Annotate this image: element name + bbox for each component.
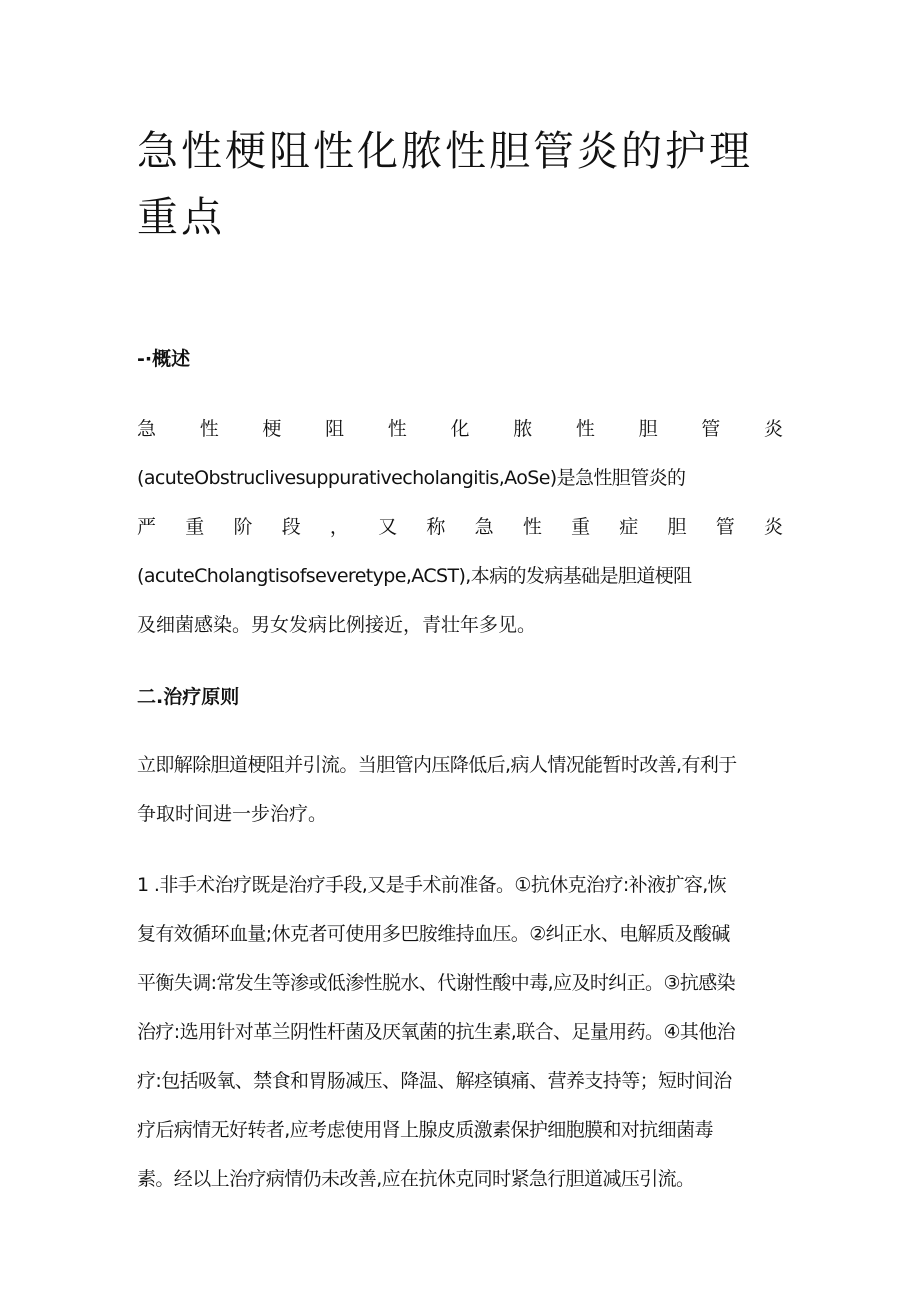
paragraph-line: 平衡失调:常发生等渗或低渗性脱水、代谢性酸中毒,应及时纠正。③抗感染 xyxy=(137,972,736,994)
treatment-intro-paragraph xyxy=(137,741,783,839)
paragraph-line: (acuteCholangtisofseveretype,ACST),本病的发病基础是胆道梗阻 xyxy=(137,565,692,587)
paragraph-line: 治疗:选用针对革兰阴性杆菌及厌氧菌的抗生素,联合、足量用药。④其他治 xyxy=(137,1021,736,1043)
paragraph-line: 疗:包括吸氧、禁食和胃肠减压、降温、解痉镇痛、营养支持等；短时间治 xyxy=(137,1070,732,1092)
paragraph-line: 1 .非手术治疗既是治疗手段,又是手术前准备。①抗休克治疗:补液扩容,恢 xyxy=(137,874,727,896)
paragraph-line: 及细菌感染。男女发病比例接近，青壮年多见。 xyxy=(137,614,537,636)
section-heading-treatment: 二.治疗原则 xyxy=(137,686,240,708)
non-surgical-treatment-paragraph xyxy=(137,861,783,1204)
document-title: 急性梗阻性化脓性胆管炎的护理重点 xyxy=(137,127,753,241)
paragraph-line: 素。经以上治疗病情仍未改善,应在抗休克同时紧急行胆道减压引流。 xyxy=(137,1168,695,1190)
overview-paragraph xyxy=(137,405,783,650)
paragraph-line: 疗后病情无好转者,应考虑使用肾上腺皮质激素保护细胞膜和对抗细菌毒 xyxy=(137,1119,713,1141)
paragraph-line: 急 性 梗 阻 性 化 脓 性 胆 管 炎 xyxy=(137,418,783,440)
paragraph-line: 争取时间进一步治疗。 xyxy=(137,803,328,825)
paragraph-line: 严 重 阶 段 ， 又 称 急 性 重 症 胆 管 炎 xyxy=(137,516,783,538)
section-heading-overview: -·概述 xyxy=(137,348,191,370)
paragraph-line: 复有效循环血量;休克者可使用多巴胺维持血压。②纠正水、电解质及酸碱 xyxy=(137,923,730,945)
paragraph-line: (acuteObstruclivesuppurativecholangitis,AoSe)是急性胆管炎的 xyxy=(137,467,686,489)
paragraph-line: 立即解除胆道梗阻并引流。当胆管内压降低后,病人情况能暂时改善,有利于 xyxy=(137,754,737,776)
